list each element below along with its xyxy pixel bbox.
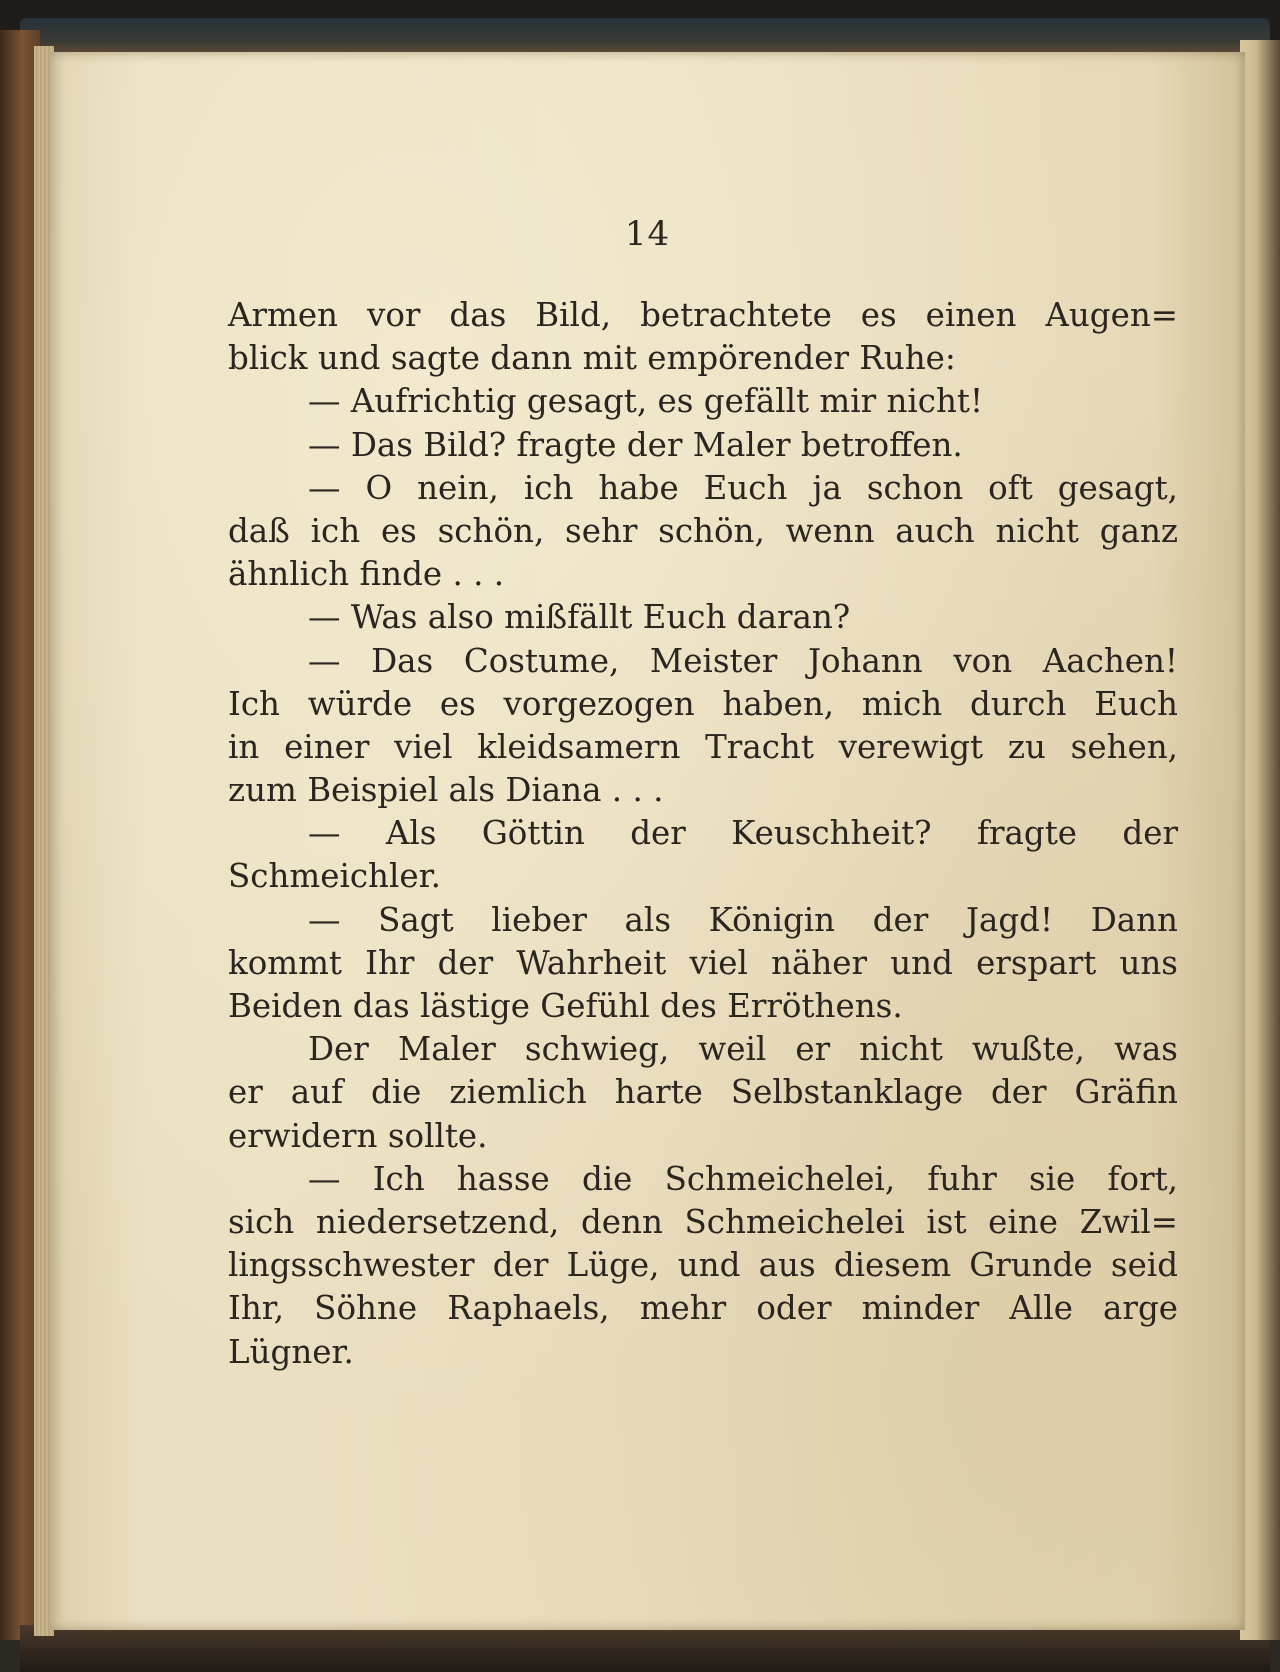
book-cover-bottom	[20, 1625, 1270, 1672]
text-line: Beiden das lästige Gefühl des Erröthens.	[228, 987, 903, 1025]
text-line: Ich würde es vorgezogen haben, mich durch Euch	[228, 684, 1178, 723]
text-line: ähnlich finde . . .	[228, 555, 505, 594]
text-line: sich niedersetzend, denn Schmeichelei ist eine Zwil=	[228, 1202, 1178, 1241]
text-line: — Das Costume, Meister Johann von Aachen!	[308, 641, 1178, 680]
text-line: — Als Göttin der Keuschheit? fragte der	[308, 814, 1178, 853]
page-text	[228, 294, 1178, 1374]
page-number: 14	[624, 214, 671, 254]
text-line: Armen vor das Bild, betrachtete es einen Augen=	[228, 296, 1178, 334]
text-line: erwidern sollte.	[228, 1116, 488, 1155]
facing-page-edge	[1240, 40, 1280, 1640]
text-line: — Ich hasse die Schmeichelei, fuhr sie fort,	[308, 1159, 1178, 1198]
text-line: — O nein, ich habe Euch ja schon oft gesagt,	[308, 468, 1178, 507]
text-line: — Was also mißfällt Euch daran?	[308, 598, 851, 637]
text-line: er auf die ziemlich harte Selbstanklage der Gräfin	[228, 1073, 1178, 1112]
text-line: — Das Bild? fragte der Maler betroffen.	[308, 425, 963, 464]
text-line: Lügner.	[228, 1332, 354, 1371]
text-line: daß ich es schön, sehr schön, wenn auch nicht ganz	[228, 511, 1178, 550]
text-line: kommt Ihr der Wahrheit viel näher und erspart uns	[228, 943, 1178, 982]
book-page	[50, 52, 1245, 1630]
text-line: — Aufrichtig gesagt, es gefällt mir nicht!	[308, 382, 984, 421]
text-line: Ihr, Söhne Raphaels, mehr oder minder Alle arge	[228, 1289, 1178, 1328]
text-line: Der Maler schwieg, weil er nicht wußte, was	[308, 1030, 1178, 1069]
text-line: in einer viel kleidsamern Tracht verewigt zu sehen,	[228, 727, 1178, 766]
text-line: Schmeichler.	[228, 857, 441, 896]
text-line: blick und sagte dann mit empörender Ruhe:	[228, 339, 956, 378]
text-line: lingsschwester der Lüge, und aus diesem Grunde seid	[228, 1246, 1178, 1285]
text-line: zum Beispiel als Diana . . .	[228, 771, 664, 810]
text-line: — Sagt lieber als Königin der Jagd! Dann	[308, 900, 1178, 939]
